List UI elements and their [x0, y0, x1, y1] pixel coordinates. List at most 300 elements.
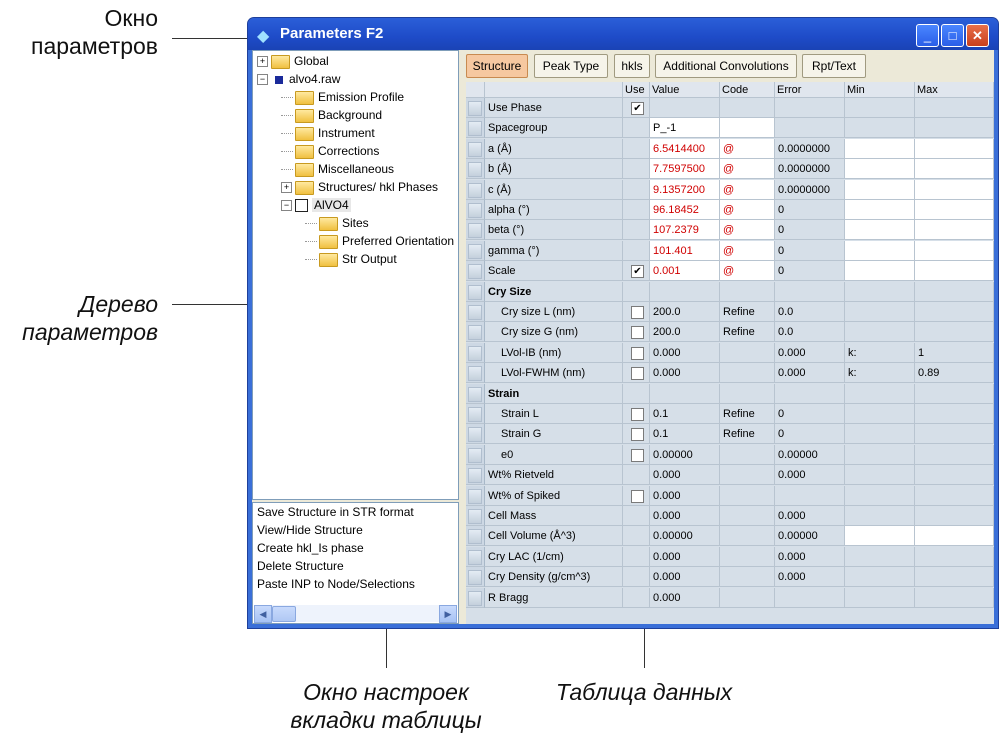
use-checkbox[interactable] — [631, 367, 644, 380]
cell-error[interactable]: 0.000 — [775, 567, 845, 587]
row-selector[interactable] — [466, 424, 485, 444]
cell-max[interactable] — [915, 118, 994, 138]
row-selector[interactable] — [466, 139, 485, 159]
tree-line — [305, 223, 317, 224]
cell-error[interactable]: 0.000 — [775, 465, 845, 485]
table-row[interactable] — [466, 159, 994, 179]
cell-error[interactable]: 0 — [775, 404, 845, 424]
cell-error[interactable]: 0.000 — [775, 547, 845, 567]
table-row[interactable] — [466, 506, 994, 526]
cell-code[interactable] — [720, 445, 775, 465]
cell-error[interactable] — [775, 384, 845, 404]
cell-error[interactable]: 0.00000 — [775, 526, 845, 546]
cell-use — [623, 465, 650, 485]
cell-value[interactable]: 200.0 — [650, 322, 720, 342]
table-row[interactable] — [466, 302, 994, 322]
row-selector[interactable] — [466, 404, 485, 424]
cell-code[interactable] — [720, 567, 775, 587]
cell-use — [623, 506, 650, 526]
cell-value[interactable]: 0.000 — [650, 567, 720, 587]
leader-line-tree — [172, 304, 250, 305]
cell-error[interactable]: 0.0000000 — [775, 139, 845, 159]
cell-min[interactable] — [845, 526, 915, 546]
cell-min[interactable] — [845, 465, 915, 485]
use-checkbox[interactable] — [631, 408, 644, 421]
cell-error[interactable]: 0.0000000 — [775, 180, 845, 200]
cell-error[interactable]: 0.000 — [775, 343, 845, 363]
cell-max[interactable] — [915, 98, 994, 118]
cell-code[interactable]: Refine — [720, 404, 775, 424]
cell-max[interactable] — [915, 200, 994, 220]
cell-min[interactable] — [845, 302, 915, 322]
cell-code[interactable]: @ — [720, 220, 775, 240]
use-checkbox[interactable] — [631, 347, 644, 360]
close-button[interactable]: ✕ — [966, 24, 989, 47]
tree-line — [305, 241, 317, 242]
cell-error[interactable]: 0.0000000 — [775, 159, 845, 179]
cell-code[interactable] — [720, 343, 775, 363]
folder-icon — [319, 253, 338, 267]
cell-name: Strain L — [485, 404, 623, 424]
cell-min[interactable] — [845, 486, 915, 506]
cell-code[interactable] — [720, 118, 775, 138]
table-row[interactable] — [466, 282, 994, 302]
cell-code[interactable] — [720, 526, 775, 546]
cell-code[interactable] — [720, 465, 775, 485]
cell-max[interactable] — [915, 302, 994, 322]
annotation-table — [534, 678, 754, 706]
tree-node-str-output[interactable] — [305, 252, 397, 270]
row-selector[interactable] — [466, 98, 485, 118]
row-selector[interactable] — [466, 506, 485, 526]
folder-icon — [319, 217, 338, 231]
expand-icon[interactable]: + — [281, 182, 292, 193]
expand-icon[interactable]: + — [257, 56, 268, 67]
cell-code[interactable] — [720, 547, 775, 567]
cell-value[interactable]: 0.00000 — [650, 526, 720, 546]
cell-min[interactable] — [845, 261, 915, 281]
phase-cube-icon — [295, 199, 308, 212]
minimize-button[interactable]: _ — [916, 24, 939, 47]
cell-use[interactable] — [623, 445, 650, 465]
cell-value[interactable]: 0.000 — [650, 343, 720, 363]
tree-label: Miscellaneous — [318, 162, 395, 176]
cell-max[interactable] — [915, 486, 994, 506]
cell-value[interactable]: 0.000 — [650, 486, 720, 506]
cell-error[interactable] — [775, 282, 845, 302]
table-row[interactable] — [466, 139, 994, 159]
cell-error[interactable] — [775, 118, 845, 138]
scroll-thumb[interactable] — [272, 606, 296, 622]
cell-min[interactable] — [845, 567, 915, 587]
tree-line — [281, 151, 293, 152]
cell-max[interactable] — [915, 404, 994, 424]
row-selector[interactable] — [466, 220, 485, 240]
row-selector[interactable] — [466, 588, 485, 608]
cell-error[interactable] — [775, 486, 845, 506]
tree-node-miscellaneous[interactable] — [281, 162, 394, 180]
cell-error[interactable]: 0.00000 — [775, 445, 845, 465]
cell-error[interactable]: 0 — [775, 220, 845, 240]
table-row[interactable] — [466, 180, 994, 200]
table-row[interactable] — [466, 343, 994, 363]
cell-max[interactable] — [915, 159, 994, 179]
cell-value[interactable]: 107.2379 — [650, 220, 720, 240]
table-row[interactable] — [466, 404, 994, 424]
tree-node-sites[interactable] — [305, 216, 369, 234]
tree-label: alvo4.raw — [289, 72, 341, 86]
tree-label: Preferred Orientation — [342, 234, 455, 248]
cell-name: Cell Volume (Å^3) — [485, 526, 623, 546]
cell-value[interactable]: 101.401 — [650, 241, 720, 261]
window-client — [252, 50, 994, 624]
table-row[interactable] — [466, 363, 994, 383]
tree-node-instrument[interactable] — [281, 126, 375, 144]
cell-error[interactable]: 0 — [775, 261, 845, 281]
cell-code[interactable] — [720, 363, 775, 383]
cell-error[interactable]: 0 — [775, 424, 845, 444]
parameter-tree[interactable] — [252, 50, 459, 500]
scroll-left-icon[interactable]: ◀ — [254, 605, 272, 623]
cell-error[interactable]: 0.000 — [775, 363, 845, 383]
cell-min[interactable] — [845, 445, 915, 465]
tree-node-preferred-orientation[interactable] — [305, 234, 454, 252]
row-selector[interactable] — [466, 363, 485, 383]
cell-use — [623, 159, 650, 179]
tree-node-phase[interactable] — [281, 198, 351, 216]
cell-use[interactable] — [623, 98, 650, 118]
table-row[interactable] — [466, 526, 994, 546]
table-row[interactable] — [466, 567, 994, 587]
cell-error[interactable]: 0 — [775, 241, 845, 261]
cell-min[interactable]: k: — [845, 343, 915, 363]
cell-max[interactable] — [915, 424, 994, 444]
cell-value[interactable]: 7.7597500 — [650, 159, 720, 179]
cell-error[interactable] — [775, 98, 845, 118]
table-settings-panel — [252, 502, 459, 624]
cell-min[interactable] — [845, 241, 915, 261]
cell-min[interactable] — [845, 180, 915, 200]
cell-value[interactable]: 0.00000 — [650, 445, 720, 465]
cell-value[interactable]: 0.000 — [650, 547, 720, 567]
action-delete-structure[interactable]: Delete Structure — [257, 559, 344, 573]
cell-min[interactable] — [845, 139, 915, 159]
cell-min[interactable] — [845, 384, 915, 404]
row-selector[interactable] — [466, 343, 485, 363]
table-row[interactable] — [466, 220, 994, 240]
tree-line — [305, 259, 317, 260]
cell-code[interactable] — [720, 588, 775, 608]
row-selector[interactable] — [466, 241, 485, 261]
row-selector[interactable] — [466, 547, 485, 567]
cell-min[interactable] — [845, 547, 915, 567]
cell-code[interactable]: Refine — [720, 322, 775, 342]
row-selector[interactable] — [466, 180, 485, 200]
tab-structure[interactable]: Structure — [466, 54, 528, 78]
cell-code[interactable]: Refine — [720, 424, 775, 444]
action-view-hide-structure[interactable]: View/Hide Structure — [257, 523, 363, 537]
cell-code[interactable]: @ — [720, 200, 775, 220]
cell-code[interactable] — [720, 506, 775, 526]
cell-max[interactable] — [915, 547, 994, 567]
folder-icon — [295, 145, 314, 159]
cell-max[interactable] — [915, 588, 994, 608]
cell-max[interactable]: 0.89 — [915, 363, 994, 383]
table-row[interactable] — [466, 588, 994, 608]
cell-value[interactable]: 0.000 — [650, 465, 720, 485]
cell-min[interactable] — [845, 404, 915, 424]
cell-value[interactable]: P_-1 — [650, 118, 720, 138]
cell-name: Spacegroup — [485, 118, 623, 138]
tree-line — [281, 169, 293, 170]
tab-rpt-text[interactable]: Rpt/Text — [802, 54, 866, 78]
cell-value[interactable]: 200.0 — [650, 302, 720, 322]
cell-error[interactable] — [775, 588, 845, 608]
tree-line — [281, 115, 293, 116]
cell-use[interactable] — [623, 363, 650, 383]
use-checkbox[interactable] — [631, 306, 644, 319]
cell-code[interactable] — [720, 282, 775, 302]
app-icon: ◆ — [257, 28, 270, 45]
cell-use — [623, 588, 650, 608]
cell-code[interactable] — [720, 384, 775, 404]
row-selector[interactable] — [466, 282, 485, 302]
row-selector[interactable] — [466, 486, 485, 506]
row-selector[interactable] — [466, 465, 485, 485]
tree-label: Instrument — [318, 126, 375, 140]
header-value[interactable]: Value — [650, 82, 720, 98]
maximize-button[interactable]: □ — [941, 24, 964, 47]
cell-code[interactable] — [720, 98, 775, 118]
folder-icon — [319, 235, 338, 249]
cell-value[interactable] — [650, 98, 720, 118]
cell-code[interactable]: Refine — [720, 302, 775, 322]
cell-max[interactable] — [915, 506, 994, 526]
header-error[interactable]: Error — [775, 82, 845, 98]
cell-name: a (Å) — [485, 139, 623, 159]
cell-name: Wt% Rietveld — [485, 465, 623, 485]
cell-use — [623, 384, 650, 404]
cell-max[interactable] — [915, 384, 994, 404]
cell-min[interactable] — [845, 322, 915, 342]
tab-additional-convolutions[interactable]: Additional Convolutions — [655, 54, 797, 78]
row-selector[interactable] — [466, 118, 485, 138]
use-checkbox[interactable]: ✔ — [631, 265, 644, 278]
cell-value[interactable]: 0.1 — [650, 424, 720, 444]
cell-value[interactable]: 0.001 — [650, 261, 720, 281]
action-paste-inp[interactable]: Paste INP to Node/Selections — [257, 577, 415, 591]
row-selector[interactable] — [466, 526, 485, 546]
table-row[interactable] — [466, 486, 994, 506]
cell-max[interactable] — [915, 322, 994, 342]
cell-use[interactable] — [623, 261, 650, 281]
table-row[interactable] — [466, 465, 994, 485]
cell-min[interactable] — [845, 220, 915, 240]
cell-max[interactable] — [915, 139, 994, 159]
tree-label: Corrections — [318, 144, 380, 158]
row-selector[interactable] — [466, 567, 485, 587]
cell-min[interactable] — [845, 506, 915, 526]
horizontal-scrollbar[interactable] — [254, 605, 457, 622]
tree-line — [281, 97, 293, 98]
annotation-tree-text: Дерево параметров — [22, 291, 158, 345]
cell-error[interactable]: 0 — [775, 200, 845, 220]
folder-icon — [295, 91, 314, 105]
collapse-icon[interactable]: − — [281, 200, 292, 211]
cell-use — [623, 526, 650, 546]
cell-max[interactable] — [915, 282, 994, 302]
tree-node-emission-profile[interactable] — [281, 90, 404, 108]
table-row[interactable] — [466, 261, 994, 281]
tree-label: Emission Profile — [318, 90, 405, 104]
cell-max[interactable] — [915, 261, 994, 281]
scroll-right-icon[interactable]: ▶ — [439, 605, 457, 623]
cell-code[interactable]: @ — [720, 261, 775, 281]
cell-max[interactable] — [915, 445, 994, 465]
cell-min[interactable] — [845, 159, 915, 179]
row-selector[interactable] — [466, 322, 485, 342]
cell-use[interactable] — [623, 404, 650, 424]
cell-name: beta (°) — [485, 220, 623, 240]
table-row[interactable] — [466, 547, 994, 567]
cell-code[interactable]: @ — [720, 180, 775, 200]
cell-max[interactable] — [915, 180, 994, 200]
cell-min[interactable] — [845, 118, 915, 138]
cell-name: alpha (°) — [485, 200, 623, 220]
row-selector[interactable] — [466, 200, 485, 220]
cell-error[interactable]: 0.0 — [775, 302, 845, 322]
cell-name: Wt% of Spiked — [485, 486, 623, 506]
folder-icon — [271, 55, 290, 69]
cell-name: Cry size L (nm) — [485, 302, 623, 322]
tree-label: Background — [318, 108, 383, 122]
cell-name: Strain G — [485, 424, 623, 444]
cell-min[interactable]: k: — [845, 363, 915, 383]
header-use[interactable]: Use — [623, 82, 650, 98]
row-selector[interactable] — [466, 261, 485, 281]
cell-code[interactable]: @ — [720, 159, 775, 179]
cell-min[interactable] — [845, 98, 915, 118]
cell-use — [623, 220, 650, 240]
leader-line-settings — [386, 628, 387, 668]
tree-node-global[interactable] — [257, 54, 329, 72]
tree-node-structures[interactable] — [281, 180, 438, 198]
use-checkbox[interactable] — [631, 428, 644, 441]
annotation-tree — [0, 290, 158, 346]
title-bar[interactable] — [248, 18, 998, 50]
use-checkbox[interactable] — [631, 449, 644, 462]
cell-use[interactable] — [623, 322, 650, 342]
cell-min[interactable] — [845, 424, 915, 444]
cell-value[interactable]: 0.000 — [650, 363, 720, 383]
cell-use[interactable] — [623, 302, 650, 322]
action-create-hkl-phase[interactable]: Create hkl_Is phase — [257, 541, 364, 555]
row-selector[interactable] — [466, 302, 485, 322]
cell-value[interactable]: 0.000 — [650, 588, 720, 608]
annotation-table-text: Таблица данных — [555, 679, 733, 705]
tree-node-file[interactable] — [257, 72, 340, 90]
folder-icon — [295, 163, 314, 177]
use-checkbox[interactable]: ✔ — [631, 102, 644, 115]
cell-error[interactable]: 0.000 — [775, 506, 845, 526]
row-selector[interactable] — [466, 445, 485, 465]
tree-node-background[interactable] — [281, 108, 382, 126]
cell-max[interactable] — [915, 567, 994, 587]
header-min[interactable]: Min — [845, 82, 915, 98]
cell-value[interactable] — [650, 282, 720, 302]
data-table[interactable] — [466, 82, 994, 624]
annotation-window-text: Окно параметров — [30, 5, 158, 59]
cell-use[interactable] — [623, 343, 650, 363]
cell-value[interactable]: 9.1357200 — [650, 180, 720, 200]
cell-max[interactable] — [915, 526, 994, 546]
cell-use — [623, 180, 650, 200]
tree-label: AlVO4 — [314, 198, 349, 212]
cell-max[interactable] — [915, 241, 994, 261]
cell-code[interactable]: @ — [720, 241, 775, 261]
cell-value[interactable]: 0.000 — [650, 506, 720, 526]
cell-min[interactable] — [845, 200, 915, 220]
table-row[interactable] — [466, 384, 994, 404]
folder-icon — [295, 181, 314, 195]
use-checkbox[interactable] — [631, 326, 644, 339]
cell-use — [623, 547, 650, 567]
cell-max[interactable] — [915, 465, 994, 485]
tab-hkls[interactable]: hkls — [614, 54, 650, 78]
cell-use[interactable] — [623, 424, 650, 444]
use-checkbox[interactable] — [631, 490, 644, 503]
cell-min[interactable] — [845, 588, 915, 608]
tree-node-corrections[interactable] — [281, 144, 379, 162]
cell-value[interactable]: 0.1 — [650, 404, 720, 424]
cell-use[interactable] — [623, 486, 650, 506]
cell-value[interactable]: 6.5414400 — [650, 139, 720, 159]
cell-name: Cry Size — [485, 282, 623, 302]
leader-line-window — [172, 38, 250, 39]
cell-name: LVol-IB (nm) — [485, 343, 623, 363]
header-code[interactable]: Code — [720, 82, 775, 98]
collapse-icon[interactable]: − — [257, 74, 268, 85]
cell-value[interactable]: 96.18452 — [650, 200, 720, 220]
cell-name: c (Å) — [485, 180, 623, 200]
table-row[interactable] — [466, 424, 994, 444]
cell-name: Cry LAC (1/cm) — [485, 547, 623, 567]
cell-value[interactable] — [650, 384, 720, 404]
table-row[interactable] — [466, 241, 994, 261]
action-save-structure[interactable]: Save Structure in STR format — [257, 505, 414, 519]
row-selector[interactable] — [466, 159, 485, 179]
tree-label: Sites — [342, 216, 369, 230]
window-title: Parameters F2 — [280, 25, 384, 42]
tab-peak-type[interactable]: Peak Type — [534, 54, 608, 78]
table-row[interactable] — [466, 98, 994, 118]
cell-name: Scale — [485, 261, 623, 281]
cell-error[interactable]: 0.0 — [775, 322, 845, 342]
row-selector[interactable] — [466, 384, 485, 404]
cell-min[interactable] — [845, 282, 915, 302]
table-row[interactable] — [466, 200, 994, 220]
cell-code[interactable]: @ — [720, 139, 775, 159]
cell-code[interactable] — [720, 486, 775, 506]
table-row[interactable] — [466, 118, 994, 138]
cell-max[interactable]: 1 — [915, 343, 994, 363]
annotation-settings-text: Окно настроек вкладки таблицы — [290, 679, 482, 733]
header-max[interactable]: Max — [915, 82, 994, 98]
header-corner — [466, 82, 485, 98]
table-row[interactable] — [466, 322, 994, 342]
table-row[interactable] — [466, 445, 994, 465]
cell-max[interactable] — [915, 220, 994, 240]
